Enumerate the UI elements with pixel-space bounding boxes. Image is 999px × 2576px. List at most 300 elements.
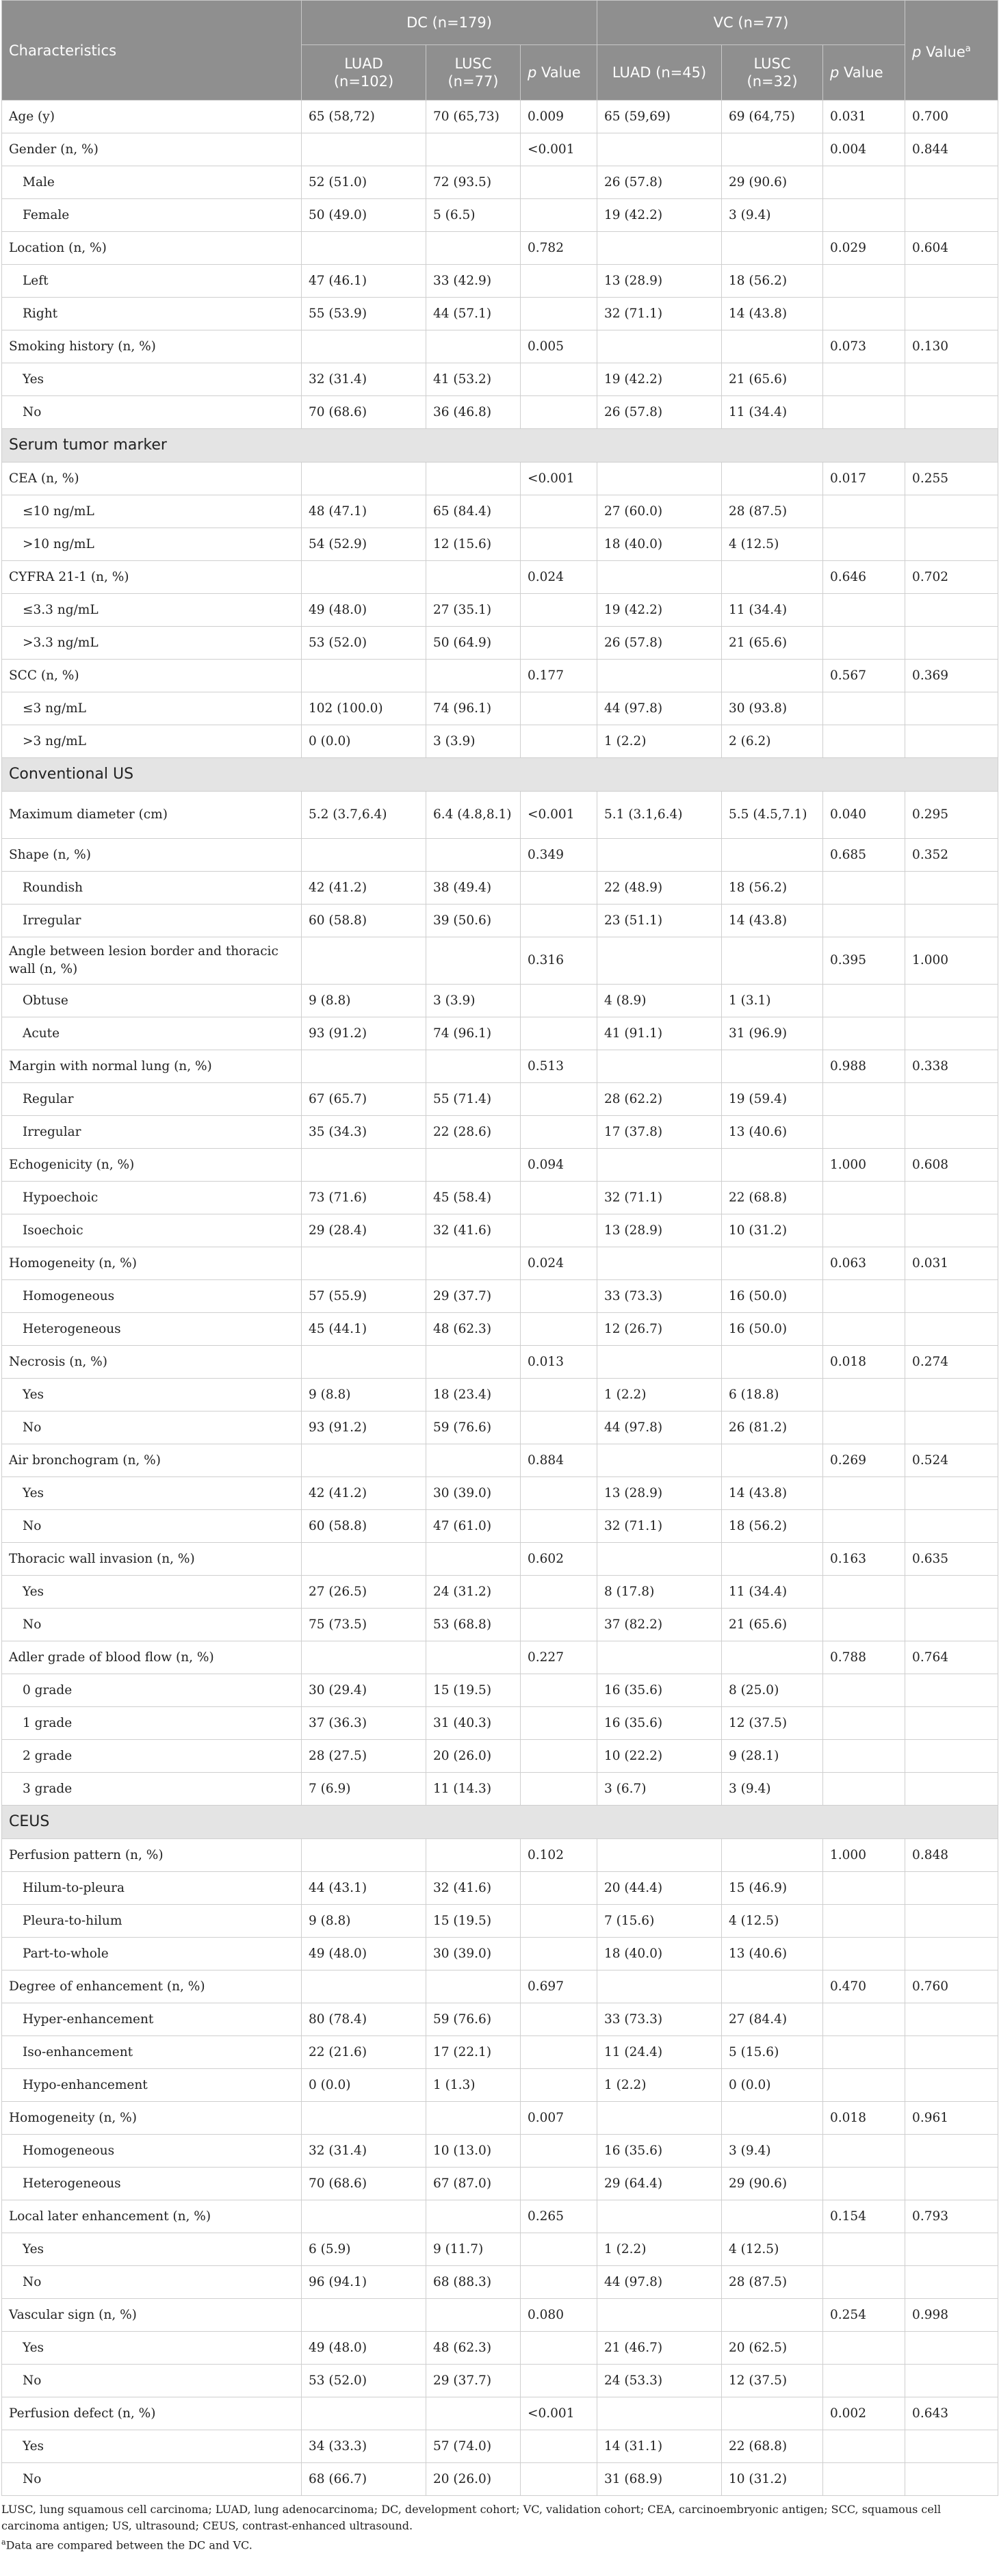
cell-overall-pvalue: [905, 725, 998, 758]
row-label: >10 ng/mL: [2, 528, 302, 561]
cell-vc-luad: 11 (24.4): [597, 2036, 722, 2069]
cell-dc-pvalue: 0.094: [521, 1149, 597, 1182]
cell-vc-lusc: [722, 561, 823, 594]
cell-dc-luad: 27 (26.5): [302, 1576, 426, 1609]
cell-dc-lusc: 44 (57.1): [426, 298, 521, 330]
cell-overall-pvalue: [905, 1773, 998, 1806]
cell-overall-pvalue: 0.844: [905, 133, 998, 166]
cell-vc-pvalue: [823, 1116, 905, 1149]
cell-dc-luad: [302, 463, 426, 495]
cell-vc-luad: 23 (51.1): [597, 905, 722, 937]
section-title: Serum tumor marker: [2, 429, 998, 463]
cell-vc-luad: [597, 1641, 722, 1674]
cell-vc-lusc: 10 (31.2): [722, 1214, 823, 1247]
table-row: [2, 1149, 998, 1182]
cell-dc-lusc: 48 (62.3): [426, 1313, 521, 1346]
table-subrow: [2, 905, 998, 937]
table-subrow: [2, 396, 998, 429]
row-label: Yes: [2, 2430, 302, 2463]
cell-vc-pvalue: 0.470: [823, 1970, 905, 2003]
row-label: ≤10 ng/mL: [2, 495, 302, 528]
cell-dc-luad: 44 (43.1): [302, 1872, 426, 1905]
cell-vc-luad: [597, 2397, 722, 2430]
cell-dc-pvalue: [521, 985, 597, 1017]
cell-vc-pvalue: 0.029: [823, 232, 905, 265]
cell-overall-pvalue: [905, 1477, 998, 1510]
cell-dc-luad: [302, 1444, 426, 1477]
cell-vc-luad: 12 (26.7): [597, 1313, 722, 1346]
table-subrow: [2, 1214, 998, 1247]
cell-vc-lusc: 20 (62.5): [722, 2332, 823, 2365]
cell-dc-pvalue: <0.001: [521, 2397, 597, 2430]
cell-dc-luad: 42 (41.2): [302, 872, 426, 905]
cell-dc-pvalue: 0.227: [521, 1641, 597, 1674]
cell-vc-pvalue: 0.031: [823, 101, 905, 133]
cell-dc-luad: 6 (5.9): [302, 2233, 426, 2266]
table-row: [2, 1839, 998, 1872]
cell-dc-pvalue: [521, 1116, 597, 1149]
cell-vc-pvalue: 0.988: [823, 1050, 905, 1083]
cell-dc-pvalue: [521, 1707, 597, 1740]
cell-dc-lusc: 24 (31.2): [426, 1576, 521, 1609]
cell-overall-pvalue: [905, 166, 998, 199]
cell-dc-pvalue: [521, 725, 597, 758]
cell-overall-pvalue: [905, 1116, 998, 1149]
row-label: Roundish: [2, 872, 302, 905]
header-lusc-dc-line2: (n=77): [447, 73, 499, 90]
header-lusc-dc-line1: LUSC: [454, 55, 492, 72]
cell-vc-luad: 19 (42.2): [597, 594, 722, 627]
table-row: [2, 1247, 998, 1280]
cell-dc-lusc: [426, 1839, 521, 1872]
table-subrow: [2, 1280, 998, 1313]
cell-dc-pvalue: [521, 2003, 597, 2036]
cell-dc-luad: 60 (58.8): [302, 905, 426, 937]
cell-vc-lusc: [722, 2200, 823, 2233]
cell-dc-pvalue: [521, 2036, 597, 2069]
cell-dc-luad: 22 (21.6): [302, 2036, 426, 2069]
cell-dc-luad: 93 (91.2): [302, 1017, 426, 1050]
cell-dc-luad: 45 (44.1): [302, 1313, 426, 1346]
cell-dc-pvalue: [521, 363, 597, 396]
cell-dc-lusc: [426, 1641, 521, 1674]
cell-dc-pvalue: [521, 298, 597, 330]
cell-vc-pvalue: [823, 985, 905, 1017]
cell-dc-lusc: 15 (19.5): [426, 1905, 521, 1938]
cell-vc-pvalue: [823, 1510, 905, 1543]
cell-overall-pvalue: [905, 872, 998, 905]
cell-vc-luad: [597, 2102, 722, 2135]
cell-vc-lusc: 10 (31.2): [722, 2463, 823, 2496]
row-label: Female: [2, 199, 302, 232]
cell-dc-luad: 54 (52.9): [302, 528, 426, 561]
cell-vc-lusc: 11 (34.4): [722, 396, 823, 429]
cell-dc-luad: 30 (29.4): [302, 1674, 426, 1707]
cell-vc-lusc: 4 (12.5): [722, 1905, 823, 1938]
table-subrow: [2, 1905, 998, 1938]
table-row: [2, 463, 998, 495]
cell-dc-lusc: [426, 1050, 521, 1083]
cell-dc-lusc: 59 (76.6): [426, 2003, 521, 2036]
cell-dc-pvalue: 0.080: [521, 2299, 597, 2332]
header-p-value-text: Value: [921, 43, 965, 60]
cell-dc-luad: 35 (34.3): [302, 1116, 426, 1149]
row-label: Pleura-to-hilum: [2, 1905, 302, 1938]
cell-vc-luad: 19 (42.2): [597, 199, 722, 232]
row-label: No: [2, 1411, 302, 1444]
cell-vc-lusc: 13 (40.6): [722, 1116, 823, 1149]
table-subrow: [2, 1379, 998, 1411]
cell-dc-pvalue: [521, 1214, 597, 1247]
cell-dc-lusc: 6.4 (4.8,8.1): [426, 792, 521, 839]
table-row: [2, 2397, 998, 2430]
row-label: No: [2, 396, 302, 429]
row-label: Acute: [2, 1017, 302, 1050]
cell-vc-pvalue: 0.163: [823, 1543, 905, 1576]
cell-vc-pvalue: [823, 1313, 905, 1346]
cell-vc-lusc: [722, 1149, 823, 1182]
cell-dc-luad: 96 (94.1): [302, 2266, 426, 2299]
section-row: [2, 758, 998, 792]
table-subrow: [2, 627, 998, 660]
cell-vc-pvalue: [823, 2332, 905, 2365]
section-title: CEUS: [2, 1806, 998, 1839]
cell-dc-luad: [302, 1247, 426, 1280]
cell-vc-lusc: [722, 1050, 823, 1083]
cell-vc-pvalue: 0.685: [823, 839, 905, 872]
cell-vc-luad: 44 (97.8): [597, 2266, 722, 2299]
cell-vc-lusc: 31 (96.9): [722, 1017, 823, 1050]
cell-vc-lusc: 11 (34.4): [722, 594, 823, 627]
cell-vc-pvalue: [823, 199, 905, 232]
table-body: [2, 101, 998, 2496]
cell-vc-pvalue: [823, 298, 905, 330]
row-label: Yes: [2, 1477, 302, 1510]
cell-dc-pvalue: <0.001: [521, 463, 597, 495]
cell-overall-pvalue: 0.369: [905, 660, 998, 692]
cell-dc-luad: 52 (51.0): [302, 166, 426, 199]
cell-dc-pvalue: [521, 1674, 597, 1707]
cell-overall-pvalue: 0.274: [905, 1346, 998, 1379]
table-row: [2, 792, 998, 839]
cell-vc-pvalue: 0.017: [823, 463, 905, 495]
cell-vc-luad: [597, 2200, 722, 2233]
cell-overall-pvalue: [905, 692, 998, 725]
table-subrow: [2, 1938, 998, 1970]
cell-dc-lusc: 30 (39.0): [426, 1938, 521, 1970]
cell-dc-pvalue: [521, 396, 597, 429]
cell-vc-lusc: 4 (12.5): [722, 528, 823, 561]
cell-dc-pvalue: [521, 1905, 597, 1938]
cell-vc-luad: 1 (2.2): [597, 2069, 722, 2102]
cell-dc-luad: [302, 232, 426, 265]
cell-vc-lusc: 8 (25.0): [722, 1674, 823, 1707]
cell-dc-pvalue: 0.782: [521, 232, 597, 265]
row-label: Margin with normal lung (n, %): [2, 1050, 302, 1083]
cell-dc-lusc: 10 (13.0): [426, 2135, 521, 2168]
cell-dc-lusc: [426, 1970, 521, 2003]
cell-vc-pvalue: [823, 396, 905, 429]
cell-overall-pvalue: [905, 528, 998, 561]
cell-dc-pvalue: [521, 594, 597, 627]
table-row: [2, 1543, 998, 1576]
table-subrow: [2, 1740, 998, 1773]
cell-dc-pvalue: 0.009: [521, 101, 597, 133]
cell-vc-lusc: [722, 1970, 823, 2003]
cell-vc-pvalue: [823, 1214, 905, 1247]
cell-dc-luad: 29 (28.4): [302, 1214, 426, 1247]
table-subrow: [2, 2332, 998, 2365]
cell-dc-luad: 42 (41.2): [302, 1477, 426, 1510]
cell-dc-luad: 5.2 (3.7,6.4): [302, 792, 426, 839]
cell-vc-lusc: [722, 2299, 823, 2332]
table-subrow: [2, 2463, 998, 2496]
cell-vc-lusc: 18 (56.2): [722, 265, 823, 298]
row-label: Hypo-enhancement: [2, 2069, 302, 2102]
cell-vc-pvalue: 0.395: [823, 937, 905, 985]
cell-vc-luad: [597, 232, 722, 265]
cell-vc-pvalue: 0.269: [823, 1444, 905, 1477]
cell-vc-lusc: [722, 1543, 823, 1576]
cell-vc-luad: 1 (2.2): [597, 2233, 722, 2266]
section-row: [2, 429, 998, 463]
cell-vc-lusc: 27 (84.4): [722, 2003, 823, 2036]
cell-vc-pvalue: 0.646: [823, 561, 905, 594]
cell-dc-luad: 60 (58.8): [302, 1510, 426, 1543]
cell-overall-pvalue: [905, 2168, 998, 2200]
table-subrow: [2, 1182, 998, 1214]
cell-vc-luad: 65 (59,69): [597, 101, 722, 133]
table-subrow: [2, 1609, 998, 1641]
cell-dc-lusc: [426, 1444, 521, 1477]
table-subrow: [2, 872, 998, 905]
table-subrow: [2, 1313, 998, 1346]
cell-vc-luad: 44 (97.8): [597, 1411, 722, 1444]
cell-overall-pvalue: [905, 298, 998, 330]
cell-dc-lusc: 17 (22.1): [426, 2036, 521, 2069]
cell-vc-luad: 31 (68.9): [597, 2463, 722, 2496]
cell-overall-pvalue: [905, 1017, 998, 1050]
table-row: [2, 133, 998, 166]
cell-vc-pvalue: [823, 725, 905, 758]
cell-dc-luad: [302, 2299, 426, 2332]
cell-vc-lusc: 22 (68.8): [722, 1182, 823, 1214]
cell-dc-luad: [302, 561, 426, 594]
cell-dc-pvalue: [521, 1411, 597, 1444]
cell-dc-pvalue: [521, 1938, 597, 1970]
cell-overall-pvalue: [905, 2069, 998, 2102]
cell-dc-lusc: 41 (53.2): [426, 363, 521, 396]
cell-vc-lusc: 21 (65.6): [722, 1609, 823, 1641]
cell-dc-luad: [302, 1346, 426, 1379]
row-label: Smoking history (n, %): [2, 330, 302, 363]
cell-vc-pvalue: [823, 265, 905, 298]
cell-overall-pvalue: [905, 363, 998, 396]
cell-vc-pvalue: [823, 692, 905, 725]
cell-vc-luad: [597, 561, 722, 594]
row-label: Homogeneity (n, %): [2, 1247, 302, 1280]
cell-vc-lusc: 4 (12.5): [722, 2233, 823, 2266]
cell-vc-luad: 13 (28.9): [597, 265, 722, 298]
cell-vc-pvalue: [823, 528, 905, 561]
cell-vc-lusc: 14 (43.8): [722, 1477, 823, 1510]
cell-dc-luad: 75 (73.5): [302, 1609, 426, 1641]
cell-vc-lusc: 9 (28.1): [722, 1740, 823, 1773]
table-subrow: [2, 2036, 998, 2069]
table-subrow: [2, 166, 998, 199]
cell-dc-luad: 102 (100.0): [302, 692, 426, 725]
row-label: Perfusion defect (n, %): [2, 2397, 302, 2430]
table-subrow: [2, 1116, 998, 1149]
row-label: Gender (n, %): [2, 133, 302, 166]
row-label: Age (y): [2, 101, 302, 133]
cell-dc-lusc: 29 (37.7): [426, 2365, 521, 2397]
cell-dc-pvalue: [521, 2463, 597, 2496]
cell-overall-pvalue: 1.000: [905, 937, 998, 985]
cell-vc-lusc: [722, 133, 823, 166]
cell-dc-pvalue: [521, 1083, 597, 1116]
cell-vc-lusc: [722, 330, 823, 363]
cell-vc-luad: 20 (44.4): [597, 1872, 722, 1905]
cell-overall-pvalue: [905, 985, 998, 1017]
cell-vc-luad: 26 (57.8): [597, 166, 722, 199]
cell-vc-pvalue: 0.018: [823, 1346, 905, 1379]
cell-overall-pvalue: [905, 2003, 998, 2036]
cell-dc-pvalue: <0.001: [521, 133, 597, 166]
cell-overall-pvalue: [905, 1576, 998, 1609]
cell-dc-lusc: [426, 937, 521, 985]
cell-overall-pvalue: 0.793: [905, 2200, 998, 2233]
cell-overall-pvalue: [905, 199, 998, 232]
cell-vc-pvalue: [823, 872, 905, 905]
cell-vc-luad: 7 (15.6): [597, 1905, 722, 1938]
cell-dc-lusc: 45 (58.4): [426, 1182, 521, 1214]
cell-overall-pvalue: 0.643: [905, 2397, 998, 2430]
row-label: Regular: [2, 1083, 302, 1116]
cell-overall-pvalue: [905, 2135, 998, 2168]
cell-vc-luad: 1 (2.2): [597, 1379, 722, 1411]
cell-dc-lusc: 59 (76.6): [426, 1411, 521, 1444]
table-row: [2, 839, 998, 872]
cell-overall-pvalue: [905, 2430, 998, 2463]
cell-dc-pvalue: [521, 2365, 597, 2397]
table-subrow: [2, 985, 998, 1017]
cell-vc-pvalue: 0.004: [823, 133, 905, 166]
cell-vc-lusc: 16 (50.0): [722, 1280, 823, 1313]
cell-dc-luad: [302, 1149, 426, 1182]
cell-overall-pvalue: [905, 1379, 998, 1411]
cell-overall-pvalue: 0.604: [905, 232, 998, 265]
cell-vc-pvalue: [823, 2135, 905, 2168]
cell-dc-lusc: 55 (71.4): [426, 1083, 521, 1116]
cell-vc-pvalue: [823, 1674, 905, 1707]
cell-vc-lusc: 12 (37.5): [722, 1707, 823, 1740]
cell-vc-luad: [597, 133, 722, 166]
header-characteristics: Characteristics: [2, 1, 302, 101]
cell-dc-lusc: 67 (87.0): [426, 2168, 521, 2200]
row-label: Yes: [2, 363, 302, 396]
row-label: Location (n, %): [2, 232, 302, 265]
cell-vc-lusc: 3 (9.4): [722, 199, 823, 232]
row-label: Right: [2, 298, 302, 330]
cell-vc-lusc: [722, 2102, 823, 2135]
row-label: 1 grade: [2, 1707, 302, 1740]
table-row: [2, 1346, 998, 1379]
cell-overall-pvalue: [905, 2233, 998, 2266]
cell-dc-lusc: [426, 1149, 521, 1182]
cell-vc-pvalue: 0.154: [823, 2200, 905, 2233]
row-label: No: [2, 2365, 302, 2397]
table-subrow: [2, 1017, 998, 1050]
cell-vc-luad: [597, 1839, 722, 1872]
cell-dc-luad: [302, 660, 426, 692]
table-subrow: [2, 2233, 998, 2266]
cell-dc-pvalue: 0.024: [521, 1247, 597, 1280]
cell-dc-luad: 28 (27.5): [302, 1740, 426, 1773]
cell-dc-luad: 65 (58,72): [302, 101, 426, 133]
cell-vc-lusc: [722, 1839, 823, 1872]
cell-dc-lusc: [426, 463, 521, 495]
cell-overall-pvalue: 0.338: [905, 1050, 998, 1083]
cell-overall-pvalue: [905, 495, 998, 528]
cell-dc-lusc: 30 (39.0): [426, 1477, 521, 1510]
cell-vc-luad: [597, 660, 722, 692]
cell-dc-pvalue: 0.513: [521, 1050, 597, 1083]
cell-vc-lusc: [722, 937, 823, 985]
cell-vc-lusc: [722, 1641, 823, 1674]
row-label: Homogeneous: [2, 2135, 302, 2168]
cell-vc-pvalue: [823, 905, 905, 937]
cell-dc-lusc: 11 (14.3): [426, 1773, 521, 1806]
row-label: Air bronchogram (n, %): [2, 1444, 302, 1477]
cell-dc-lusc: 33 (42.9): [426, 265, 521, 298]
cell-vc-luad: 16 (35.6): [597, 1707, 722, 1740]
cell-dc-luad: [302, 1050, 426, 1083]
table-subrow: [2, 1707, 998, 1740]
table-subrow: [2, 199, 998, 232]
cell-overall-pvalue: [905, 1214, 998, 1247]
cell-dc-pvalue: 0.316: [521, 937, 597, 985]
row-label: Perfusion pattern (n, %): [2, 1839, 302, 1872]
header-p-value-text: Value: [536, 64, 581, 81]
cell-overall-pvalue: 0.130: [905, 330, 998, 363]
cell-vc-lusc: 26 (81.2): [722, 1411, 823, 1444]
cell-dc-luad: [302, 2397, 426, 2430]
cell-vc-luad: 14 (31.1): [597, 2430, 722, 2463]
table-subrow: [2, 363, 998, 396]
cell-dc-pvalue: [521, 1740, 597, 1773]
table-row: [2, 232, 998, 265]
cell-overall-pvalue: 0.760: [905, 1970, 998, 2003]
table-row: [2, 1444, 998, 1477]
cell-vc-lusc: 6 (18.8): [722, 1379, 823, 1411]
cell-vc-pvalue: [823, 1740, 905, 1773]
cell-overall-pvalue: [905, 1510, 998, 1543]
table-subrow: [2, 2430, 998, 2463]
cell-vc-pvalue: [823, 1083, 905, 1116]
cell-vc-lusc: [722, 1444, 823, 1477]
cell-vc-lusc: 29 (90.6): [722, 2168, 823, 2200]
cell-vc-luad: [597, 839, 722, 872]
cell-vc-lusc: 2 (6.2): [722, 725, 823, 758]
cell-dc-lusc: [426, 330, 521, 363]
cell-vc-lusc: 18 (56.2): [722, 872, 823, 905]
cell-dc-pvalue: [521, 1510, 597, 1543]
cell-dc-lusc: 38 (49.4): [426, 872, 521, 905]
header-p-italic: p: [528, 64, 537, 81]
row-label: Homogeneous: [2, 1280, 302, 1313]
cell-vc-luad: 18 (40.0): [597, 528, 722, 561]
